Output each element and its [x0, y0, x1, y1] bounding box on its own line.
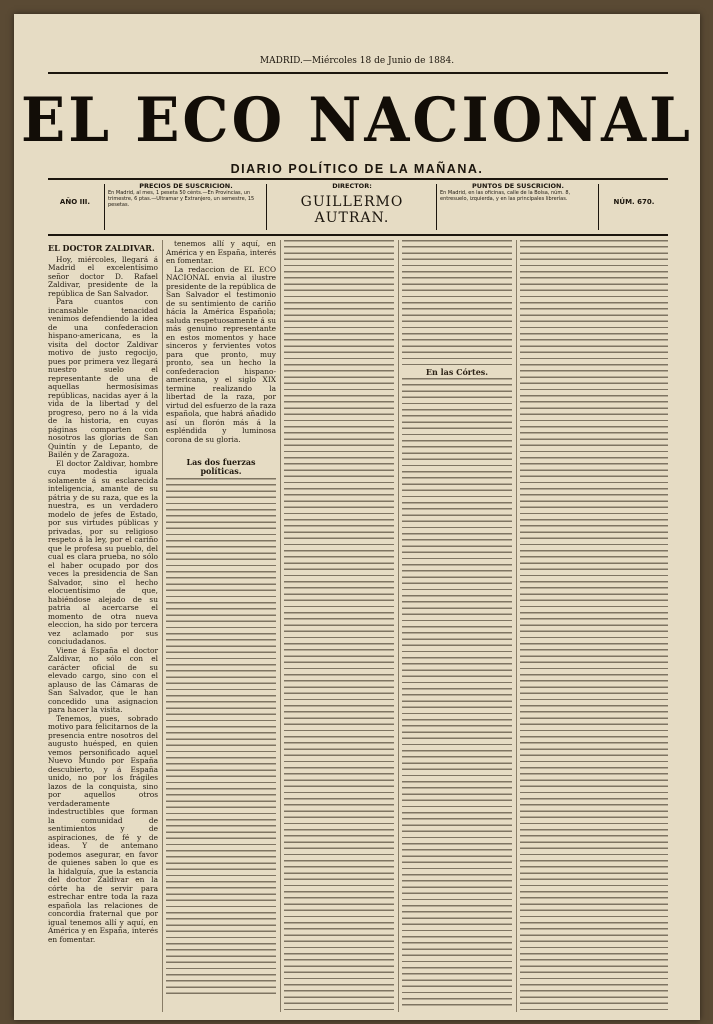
newspaper-page [14, 14, 700, 1020]
issue-number-box [600, 182, 668, 232]
newspaper-title: EL ECO NACIONAL [21, 84, 693, 156]
director-name: GUILLERMO AUTRAN. [300, 194, 404, 226]
subscription-points-box [440, 182, 596, 232]
newspaper-subtitle: DIARIO POLÍTICO DE LA MAÑANA. [230, 162, 484, 176]
article-text-block [402, 378, 512, 1008]
info-bottom-rule [48, 234, 668, 236]
dateline: MADRID.—Miércoles 18 de Junio de 1884. [259, 56, 455, 66]
article-paragraph: Hoy, miércoles, llegará á Madrid el excelentísimo señor doctor D. Rafael Zaldivar, presidente de la república de San Salvador. [48, 254, 158, 298]
article-paragraph: Tenemos, pues, sobrado motivo para felicitarnos de la presencia entre nosotros del augusto huésped, en quien vemos personificado aquel Nuevo Mundo por España descubierto, y á España unido, no por los frágiles lazos de la conquista, sino por aquellos otros verdaderamente indestructibles que forman la comunidad de sentimientos y de aspiraciones, de fé y de ideas. Y de antemano podemos asegurar, en favor de quienes saben lo que es la hidalguía, que la estancia del doctor Zaldivar en la córte ha de servir para estrechar entre toda la raza española las relaciones de concordia fraternal que por igual tenemos allí y aquí, en América y en España, interés en fomentar. [48, 713, 159, 944]
column-divider [516, 240, 517, 1012]
director-label: DIRECTOR: [332, 182, 372, 190]
prices-text: En Madrid, al mes, 1 peseta 50 cénts.—En Provincias, un trimestre, 6 ptas.—Ultramar y Extranjero, un semestre, 15 pesetas. [108, 190, 255, 208]
column-3 [284, 240, 394, 1010]
article-paragraph: Para cuantos con incansable tenacidad venimos defendiendo la idea de una confederacion hispano-americana, es la visita del doctor Zaldivar motivo de justo regocijo, pues por primera vez llegará nuestro suelo el representante de una de aquellas hermosísimas repúblicas, nacidas ayer á la vida de la libertad y del progreso, pero no á la vida de la historia, en cuyas páginas comparten con nosotros las glorias de San Quintín y de Lepanto, de Bailén y de Zaragoza. [48, 297, 158, 459]
info-top-rule [48, 178, 668, 180]
column-2 [166, 240, 276, 998]
column-divider [280, 240, 281, 1012]
column-4 [402, 240, 512, 1008]
issue-year: AÑO III. [59, 198, 91, 206]
section-heading: Las dos fuerzas políticas. [186, 457, 256, 476]
article-text-block [402, 240, 512, 365]
issue-number: NÚM. 670. [613, 198, 655, 206]
article-heading: EL DOCTOR ZALDIVAR. [48, 243, 155, 253]
article-text-block [284, 240, 394, 1010]
divider [104, 184, 105, 230]
divider [598, 184, 599, 230]
column-5 [520, 240, 668, 1010]
director-box [270, 182, 434, 232]
article-paragraph: Viene á España el doctor Zaldivar, no sólo con el carácter oficial de su elevado cargo, sino con el aplauso de las Cámaras de San Salvador, que le han concedido una asignacion para hacer la visita. [48, 645, 158, 714]
prices-heading: PRECIOS DE SUSCRICION. [139, 182, 233, 190]
divider [266, 184, 267, 230]
column-divider [398, 240, 399, 1012]
column-1 [48, 240, 158, 944]
article-text-block [166, 478, 276, 998]
divider [436, 184, 437, 230]
points-heading: PUNTOS DE SUSCRICION. [472, 182, 564, 190]
points-text: En Madrid, en las oficinas, calle de la Bolsa, núm. 8, entresuelo, izquierda, y en las principales librerías. [440, 190, 571, 202]
subscription-prices-box [108, 182, 264, 232]
article-paragraph: El doctor Zaldivar, hombre cuya modestia iguala solamente á su esclarecida inteligencia, amante de su pátria y de su raza, que es la nuestra, es un verdadero modelo de jefes de Estado, por sus virtudes públicas y privadas, por su religioso respeto á la ley, por el cariño que le profesa su pueblo, del cual es clara prueba, no sólo el haber ocupado por dos veces la presidencia de San Salvador, sino el hecho elocuentísimo de que, habiéndose alejado de su patria al acercarse el momento de otra nueva eleccion, ha sido por tercera vez aclamado por sus conciudadanos. [48, 458, 158, 646]
article-paragraph: La redaccion de EL ECO NACIONAL envia al ilustre presidente de la república de San Salvador el testimonio de su sentimiento de cariño hácia la América Española; saluda respetuosamente á su más genuino representante en estos momentos y hace sinceros y fervientes votos para que pronto, muy pronto, sea un hecho la confederacion hispano-americana, y el siglo XIX termine realizando la libertad de la raza, por virtud del esfuerzo de la raza española, que habrá añadido así un florón más á la espléndida y luminosa corona de su gloria. [166, 264, 276, 444]
article-text-block [520, 240, 668, 1010]
top-rule [48, 72, 668, 74]
article-paragraph: tenemos allí y aquí, en América y en España, interés en fomentar. [166, 239, 276, 265]
column-divider [162, 240, 163, 1012]
section-heading: En las Córtes. [425, 367, 489, 377]
issue-year-box [48, 182, 102, 232]
